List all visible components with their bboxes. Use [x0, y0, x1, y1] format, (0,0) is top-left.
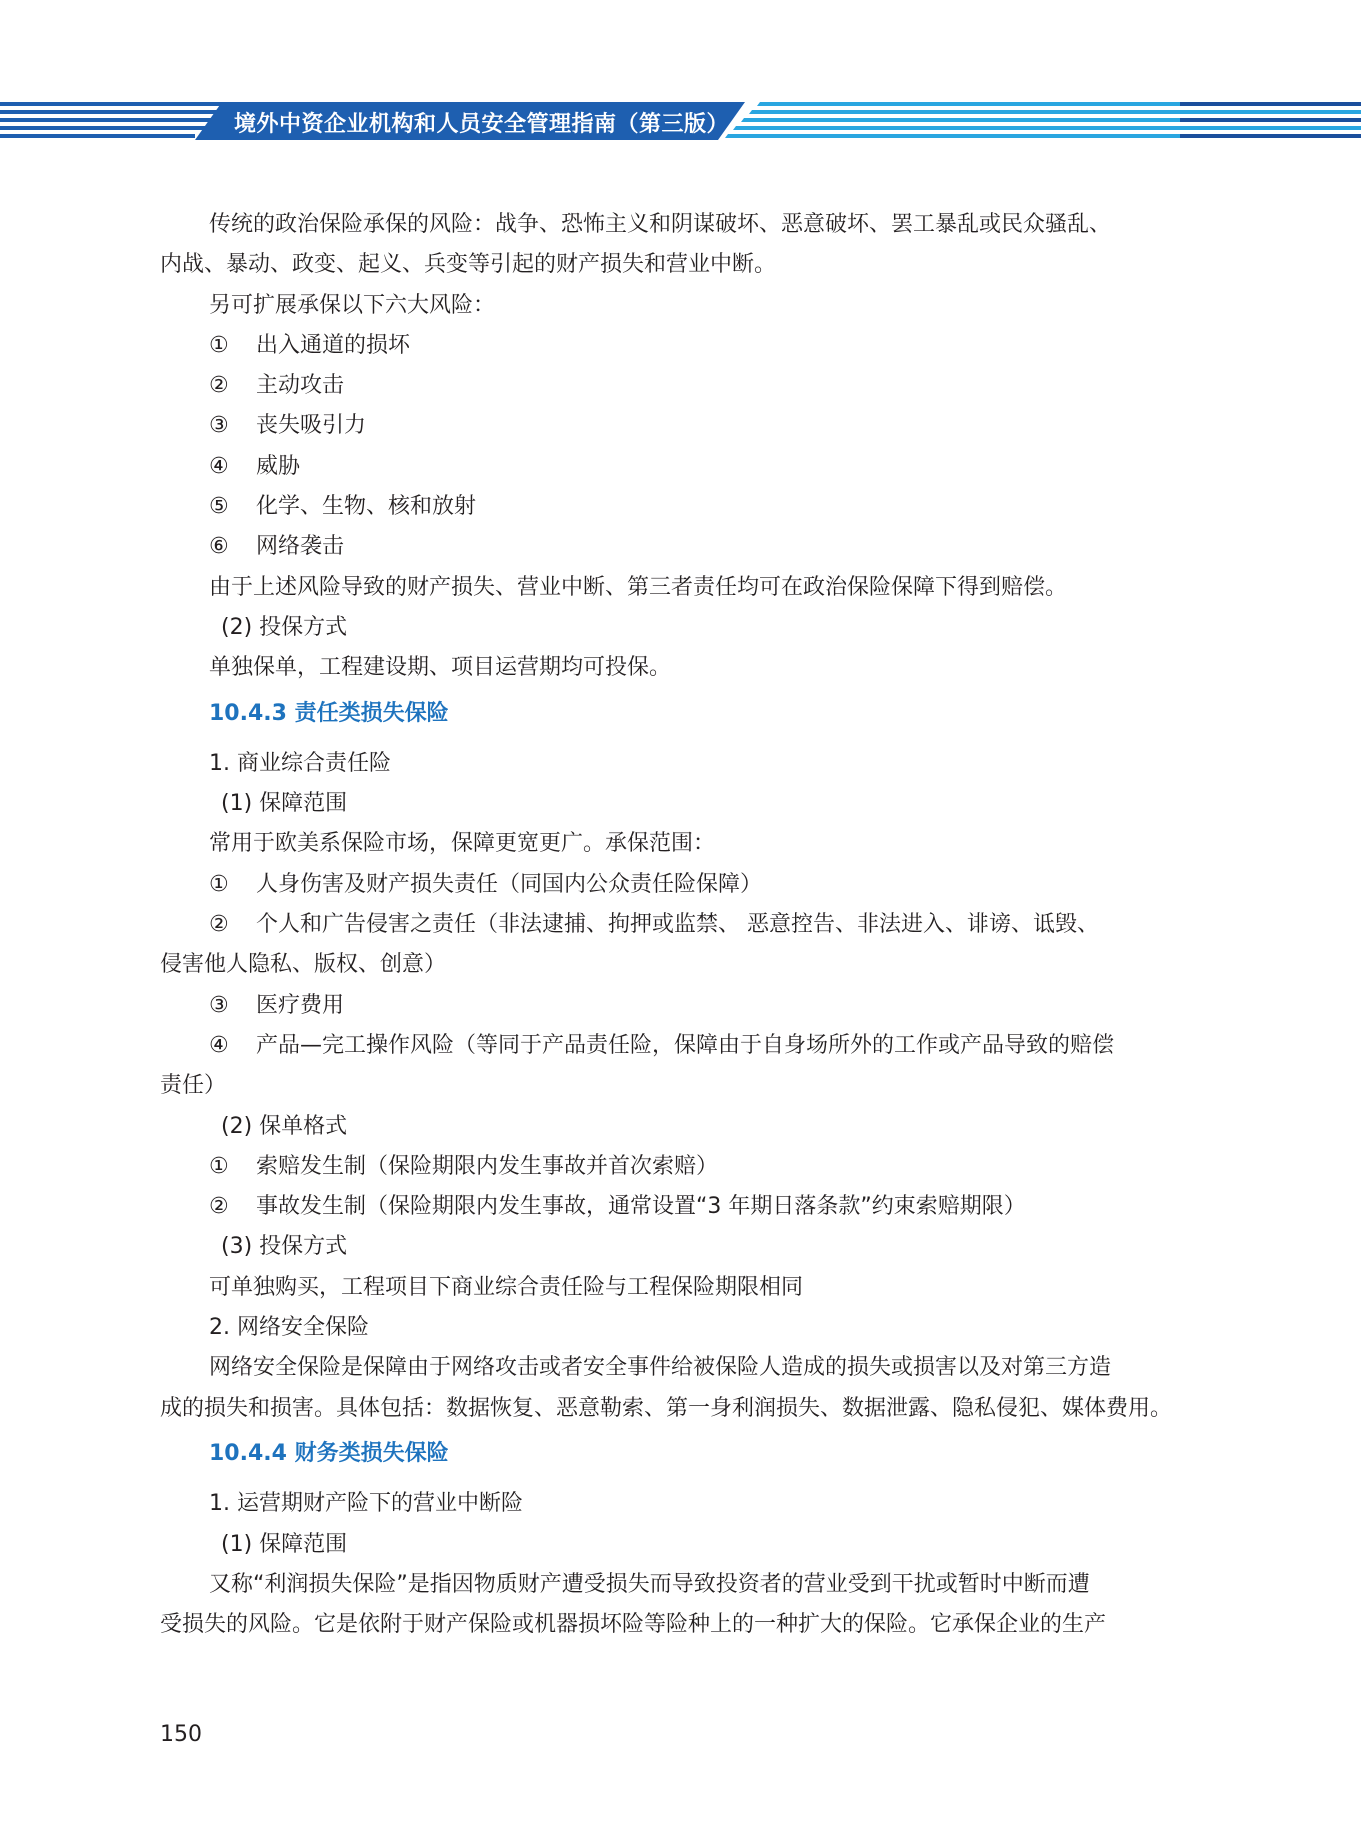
list-number: ⑤: [209, 494, 229, 520]
paragraph: 单独保单，工程建设期、项目运营期均可投保。: [209, 655, 672, 681]
sub-heading: (1) 保障范围: [221, 791, 348, 817]
item-heading: 2. 网络安全保险: [209, 1315, 369, 1341]
list-item: [160, 527, 1180, 567]
list-item: [160, 487, 1180, 527]
page-content: [160, 205, 1180, 1645]
list-number: ③: [209, 413, 229, 439]
paragraph: 又称“利润损失保险”是指因物质财产遭受损失而导致投资者的营业受到干扰或暂时中断而遭: [209, 1571, 1090, 1597]
list-text: 人身伤害及财产损失责任（同国内公众责任险保障）: [256, 871, 763, 897]
section-heading-10-4-3: 10.4.3 责任类损失保险: [209, 700, 449, 726]
list-item: [160, 1147, 1180, 1187]
list-text: 化学、生物、核和放射: [256, 494, 477, 520]
sub-heading: (1) 保障范围: [221, 1531, 348, 1557]
list-item: [160, 406, 1180, 446]
paragraph: 受损失的风险。它是依附于财产保险或机器损坏险等险种上的一种扩大的保险。它承保企业的生产: [160, 1612, 1107, 1638]
paragraph: 传统的政治保险承保的风险：战争、恐怖主义和阴谋破坏、恶意破坏、罢工暴乱或民众骚乱、: [209, 212, 1112, 237]
section-heading-10-4-4: 10.4.4 财务类损失保险: [209, 1440, 449, 1466]
list-number: ①: [209, 332, 229, 358]
list-item: [160, 905, 1180, 945]
list-number: ③: [209, 992, 229, 1018]
list-text: 医疗费用: [256, 992, 345, 1018]
paragraph: 由于上述风险导致的财产损失、营业中断、第三者责任均可在政治保险保障下得到赔偿。: [209, 574, 1068, 600]
list-item-continuation: 责任）: [160, 1073, 227, 1099]
list-text: 个人和广告侵害之责任（非法逮捕、拘押或监禁、 恶意控告、非法进入、诽谤、诋毁、: [256, 912, 1099, 938]
paragraph: 可单独购买，工程项目下商业综合责任险与工程保险期限相同: [209, 1274, 804, 1300]
list-text: 出入通道的损坏: [256, 332, 411, 358]
list-text: 产品—完工操作风险（等同于产品责任险，保障由于自身场所外的工作或产品导致的赔偿: [256, 1032, 1115, 1058]
paragraph: 成的损失和损害。具体包括：数据恢复、恶意勒索、第一身利润损失、数据泄露、隐私侵犯、媒体费用。: [160, 1395, 1173, 1421]
risk-list: [160, 326, 1180, 568]
list-text: 事故发生制（保险期限内发生事故，通常设置“3 年期日落条款”约束索赔期限）: [256, 1194, 1026, 1220]
list-number: ②: [209, 912, 229, 938]
list-text: 主动攻击: [256, 373, 345, 399]
list-text: 丧失吸引力: [256, 413, 367, 439]
page-number: 150: [160, 1722, 202, 1747]
sub-heading: (2) 投保方式: [221, 614, 348, 640]
list-number: ①: [209, 1153, 229, 1179]
paragraph: 内战、暴动、政变、起义、兵变等引起的财产损失和营业中断。: [160, 252, 777, 278]
header-title: 境外中资企业机构和人员安全管理指南（第三版）: [234, 112, 730, 137]
list-number: ②: [209, 1194, 229, 1220]
header-stripes-right-dark: [1180, 102, 1361, 138]
item-heading: 1. 运营期财产险下的营业中断险: [209, 1491, 523, 1517]
paragraph: 常用于欧美系保险市场，保障更宽更广。承保范围：: [209, 831, 716, 857]
list-item-continuation: 侵害他人隐私、版权、创意）: [160, 952, 447, 978]
list-text: 网络袭击: [256, 534, 345, 560]
list-item: [160, 366, 1180, 406]
header-stripes-left: [0, 102, 235, 138]
list-item: [160, 326, 1180, 366]
list-item: [160, 447, 1180, 487]
sub-heading: (3) 投保方式: [221, 1234, 348, 1260]
item-heading: 1. 商业综合责任险: [209, 750, 391, 776]
paragraph: 网络安全保险是保障由于网络攻击或者安全事件给被保险人造成的损失或损害以及对第三方造: [209, 1355, 1112, 1381]
list-number: ④: [209, 453, 229, 479]
list-text: 威胁: [256, 453, 301, 479]
list-number: ②: [209, 373, 229, 399]
list-item: [160, 865, 1180, 905]
list-item: [160, 986, 1180, 1026]
list-text: 索赔发生制（保险期限内发生事故并首次索赔）: [256, 1153, 719, 1179]
sub-heading: (2) 保单格式: [221, 1113, 348, 1139]
list-number: ④: [209, 1032, 229, 1058]
list-item: [160, 1026, 1180, 1066]
list-number: ①: [209, 871, 229, 897]
list-item: [160, 1187, 1180, 1227]
list-number: ⑥: [209, 534, 229, 560]
paragraph: 另可扩展承保以下六大风险：: [209, 292, 496, 318]
